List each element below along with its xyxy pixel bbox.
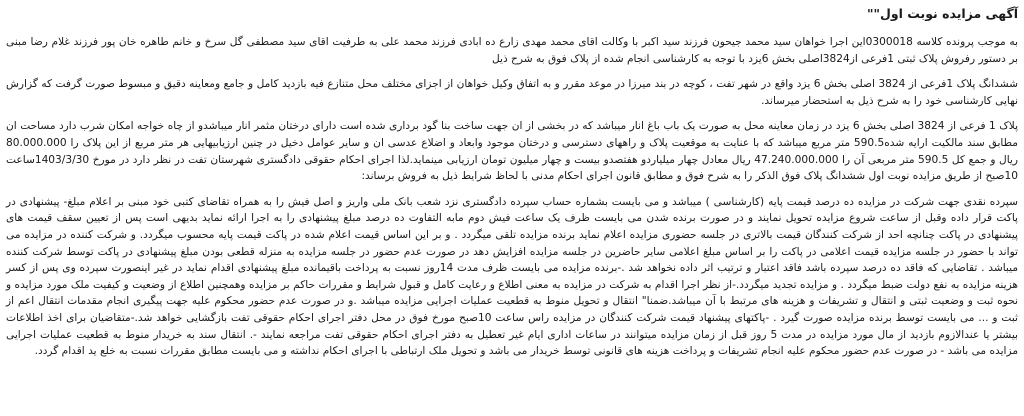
notice-intro-paragraph: به موجب پرونده کلاسه 0300018این اجرا خواهان سید محمد جیحون فرزند سید اکبر با وکالت اقای محمد مهدی زارع ده ابادی فرزند محمد علی به طرفیت اقای سید مصطفی گل سرخ و خانم طاهره خان پور فرزند غلام رضا مبنی بر دستور رفروش پلاک ثبتی 1فرعی از3824اصلی بخش 6یزد با توجه به کارشناسی انجام شده از پلاک فوق به شرح ذیل — [6, 36, 1018, 65]
notice-conditions-paragraph: سپرده نقدی جهت شرکت در مزایده ده درصد قیمت پایه (کارشناسی ) میباشد و می بایست بشماره حساب سپرده دادگستری نزد شعب بانک ملی واریز و اصل فیش را به همراه تقاضای کتبی خود مبنی بر اعلام مبلغ- پیشنهادی در پاکت قرار داده وقبل از ساعت شروع مزایده تحویل نمایند و در صورت برنده شدن می بایست ظرف یک ساعت فیش دوم مابه التفاوت ده درصد مبلغ پیشنهادی را به اجرا ارائه نماید بدیهی است پس از تعیین سقف قیمت های پیشنهادی در پاکت چنانچه احد از شرکت کنندگان قیمت بالاتری در جلسه حضوری مزایده اعلام نماید برنده مزایده تلقی میگردد . و بر این اساس قیمت اعلام شده در پاکت قیمت پایه محسوب میگردد. و شرکت کننده در مزایده می تواند با حضور در جلسه مزایده قیمت اعلامی در پاکت را بر اساس مبلغ اعلامی سایر حاضرین در جلسه مزایده افزایش دهد در صورت عدم حضور در جلسه مزایده به منزله قطعی بودن مبلغ پیشنهادی در پاکت توسط شرکت کننده میباشد . تقاضایی که فاقد ده درصد سپرده باشد فاقد اعتبار و ترتیب اثر داده نخواهد شد .-برنده مزایده می بایست ظرف مدت 14روز نسبت به پرداخت باقیمانده مبلغ پیشنهادی اقدام نماید در غیر اینصورت سپرده وی پس از کسر هزینه مزایده به نفع دولت ضبط میگردد . و مزایده تجدید میگردد.-از نظر اجرا اقدام به شرکت در مزایده به معنی اطلاع و رعایت کامل و قبول شرایط و مقررات حاکم بر مزایده وهمچنین اطلاع از وضعیت و کیفیت ملک مورد مزایده و نحوه ثبت و وضعیت ثبتی و انتقال و تشریفات و هزینه های مرتبط با آن میباشد.ضمنا" انتقال و تحویل منوط به قطعیت عملیات اجرایی مزایده میباشد .و در صورت عدم حضور محکوم علیه جهت پیگیری انجام مقدمات انتقال اعم از ثبت و ... می بایست توسط برنده مزایده صورت گیرد . -پاکتهای پیشنهاد قیمت شرکت کنندگان در مزایده راس ساعت 10صبح مورخ فوق در محل دفتر اجرای احکام حقوقی تفت بازگشایی خواهد شد.-متقاضیان برای اخذ اطلاعات بیشتر یا عندالازوم بازدید از مال مورد مزایده در مدت 5 روز قبل از زمان مزایده میتوانند در ساعات اداری ایام غیر تعطیل به دفتر اجرای احکام حقوقی تفت مراجعه نمایند -. انتقال سند به خریدار منوط به قطعیت عملیات اجرایی مزایده می باشد - در صورت عدم حضور محکوم علیه انجام تشریفات و پرداخت هزینه های قانونی توسط خریدار می باشد و تحویل ملک ارتباطی با اجرای احکام نداشته و می بایست مطابق مقررات نسبت به خلع ید اقدام گردد. — [6, 195, 1018, 358]
notice-inspection-paragraph: ششدانگ پلاک 1فرعی از 3824 اصلی بخش 6 یزد واقع در شهر تفت ، کوچه در بند میرزا در موعد مقرر و به اتفاق وکیل خواهان از اجزای مختلف محل متنازع فیه بازدید کامل و جامع ومعاینه دقیق و مبسوط صورت گرفت که گزارش نهایی کارشناسی خود را به شرح ذیل به استحضار میرساند. — [6, 78, 1019, 107]
notice-appraisal-paragraph: پلاک 1 فرعی از 3824 اصلی بخش 6 یزد در زمان معاینه محل به صورت یک باب باغ انار میباشد که در بخشی از ان جهت ساخت بنا گود برداری شده است دارای درختان مثمر انار میباشدو از چاه خواجه امکان شرب دارد مساحت ان مطابق سند مالکیت ارایه شده590.5 متر مربع میباشد که با عنایت به موقعیت پلاک و راههای دسترسی و درختان موجود وابعاد و اضلاع عدسی ان و سایر عوامل دخیل در چنین ارزیابیهایی هر متر مربع از این پلاک را 80.000.000 ریال و جمع کل 590.5 متر مربعی آن را 47.240.000.000 ریال معادل چهار میلیاردو هفتصدو بیست و چهار میلیون تومان ارزیابی مینماید.لذا اجرای احکام حقوقی دادگستری شهرستان تفت در نظر دارد در مورخ 1403/3/30ساعت 10صبح از طریق مزایده نوبت اول ششدانگ پلاک فوق الذکر را به شرح فوق و مطابق قانون اجرای احکام مدنی با لحاظ شرایط ذیل به فروش برساند: — [6, 120, 1019, 183]
notice-title: آگهی مزایده نوبت اول"" — [867, 6, 1018, 21]
